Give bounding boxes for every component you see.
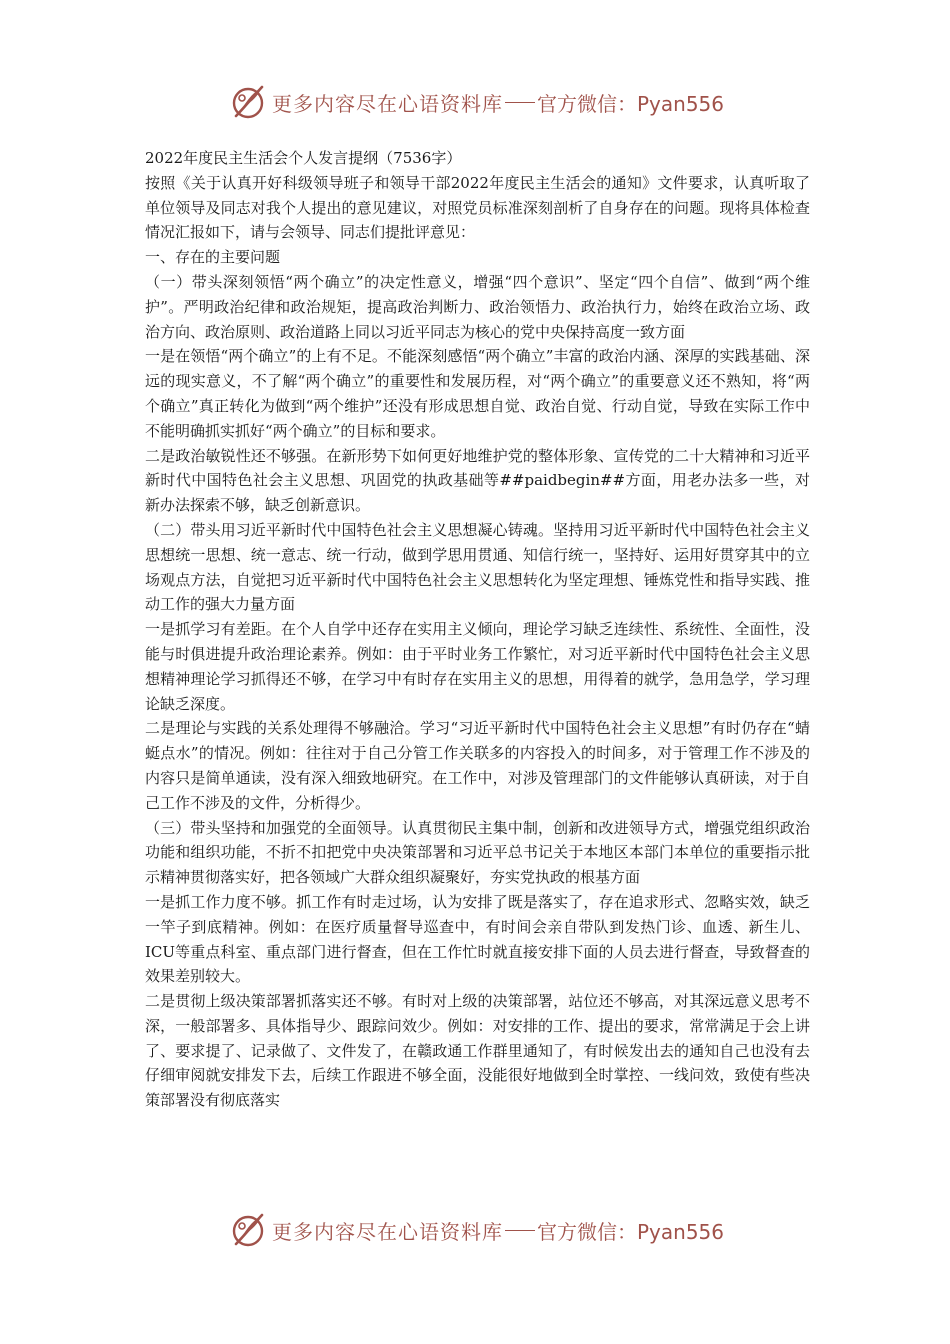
paragraph-2-1: 一是抓学习有差距。在个人自学中还存在实用主义倾向，理论学习缺乏连续性、系统性、全面性，没能与时俱进提升政治理论素养。例如：由于平时业务工作繁忙，对习近平新时代中国特色社会主义思想精神理论学习抓得还不够，在学习中有时存在实用主义的思想，用得着的就学，急用急学，学习理论缺乏深度。 <box>145 620 810 713</box>
banner-wechat-id: 官方微信：Pyan556 <box>537 91 725 116</box>
paragraph-3-1: 一是抓工作力度不够。抓工作有时走过场，认为安排了既是落实了，存在追求形式、忽略实效，缺乏一竿子到底精神。例如：在医疗质量督导巡查中，有时间会亲自带队到发热门诊、血透、新生儿、ICU等重点科室、重点部门进行督查，但在工作忙时就直接安排下面的人员去进行督查，导致督查的效果差别较大。 <box>145 892 810 986</box>
document-title: 2022年度民主生活会个人发言提纲（7536字） <box>145 149 462 167</box>
quill-logo-icon <box>228 1210 268 1250</box>
paragraph-subsection-2: （二）带头用习近平新时代中国特色社会主义思想凝心铸魂。坚持用习近平新时代中国特色社会主义思想统一思想、统一意志、统一行动，做到学思用贯通、知信行统一，坚持好、运用好贯穿其中的立场观点方法，自觉把习近平新时代中国特色社会主义思想转化为坚定理想、锤炼党性和指导实践、推动工作的强大力量方面 <box>145 520 810 614</box>
section-heading-problems: 一、存在的主要问题 <box>145 248 281 267</box>
banner-wechat-id: 官方微信：Pyan556 <box>537 1219 725 1244</box>
paragraph-intro: 按照《关于认真开好科级领导班子和领导干部2022年度民主生活会的通知》文件要求，认真听取了单位领导及同志对我个人提出的意见建议，对照党员标准深刻剖析了自身存在的问题。现将具体检查情况汇报如下，请与会领导、同志们提批评意见： <box>145 173 810 242</box>
banner-dash-divider <box>505 102 535 103</box>
document-body <box>145 146 810 1113</box>
banner-slogan: 更多内容尽在心语资料库 <box>272 91 503 116</box>
paragraph-1-1: 一是在领悟“两个确立”的上有不足。不能深刻感悟“两个确立”丰富的政治内涵、深厚的实践基础、深远的现实意义，不了解“两个确立”的重要性和发展历程，对“两个确立”的重要意义还不熟知，将“两个确立”真正转化为做到“两个维护”还没有形成思想自觉、政治自觉、行动自觉，导致在实际工作中不能明确抓实抓好“两个确立”的目标和要求。 <box>145 347 810 440</box>
paragraph-subsection-3: （三）带头坚持和加强党的全面领导。认真贯彻民主集中制，创新和改进领导方式，增强党组织政治功能和组织功能，不折不扣把党中央决策部署和习近平总书记关于本地区本部门本单位的重要指示批示精神贯彻落实好，把各领域广大群众组织凝聚好，夯实党执政的根基方面 <box>145 818 810 887</box>
banner-dash-divider <box>505 1230 535 1231</box>
paragraph-2-2: 二是理论与实践的关系处理得不够融洽。学习“习近平新时代中国特色社会主义思想”有时仍存在“蜻蜓点水”的情况。例如：往往对于自己分管工作关联多的内容投入的时间多，对于管理工作不涉及的内容只是简单通读，没有深入细致地研究。在工作中，对涉及管理部门的文件能够认真研读，对于自己工作不涉及的文件，分析得少。 <box>145 719 810 812</box>
header-watermark-banner <box>228 80 748 124</box>
footer-watermark-banner <box>228 1208 748 1252</box>
quill-logo-icon <box>228 82 268 122</box>
paragraph-3-2: 二是贯彻上级决策部署抓落实还不够。有时对上级的决策部署，站位还不够高，对其深远意义思考不深，一般部署多、具体指导少、跟踪问效少。例如：对安排的工作、提出的要求，常常满足于会上讲了、要求提了、记录做了、文件发了，在赣政通工作群里通知了，有时候发出去的通知自己也没有去仔细审阅就安排发下去，后续工作跟进不够全面，没能很好地做到全时掌控、一线问效，致使有些决策部署没有彻底落实 <box>145 992 810 1110</box>
paragraph-1-2: 二是政治敏锐性还不够强。在新形势下如何更好地维护党的整体形象、宣传党的二十大精神和习近平新时代中国特色社会主义思想、巩固党的执政基础等##paidbegin##方面，用老办法多一些，对新办法探索不够，缺乏创新意识。 <box>145 446 810 515</box>
paragraph-subsection-1: （一）带头深刻领悟“两个确立”的决定性意义，增强“四个意识”、坚定“四个自信”、做到“两个维护”。严明政治纪律和政治规矩，提高政治判断力、政治领悟力、政治执行力，始终在政治立场、政治方向、政治原则、政治道路上同以习近平同志为核心的党中央保持高度一致方面 <box>145 272 810 341</box>
banner-slogan: 更多内容尽在心语资料库 <box>272 1219 503 1244</box>
